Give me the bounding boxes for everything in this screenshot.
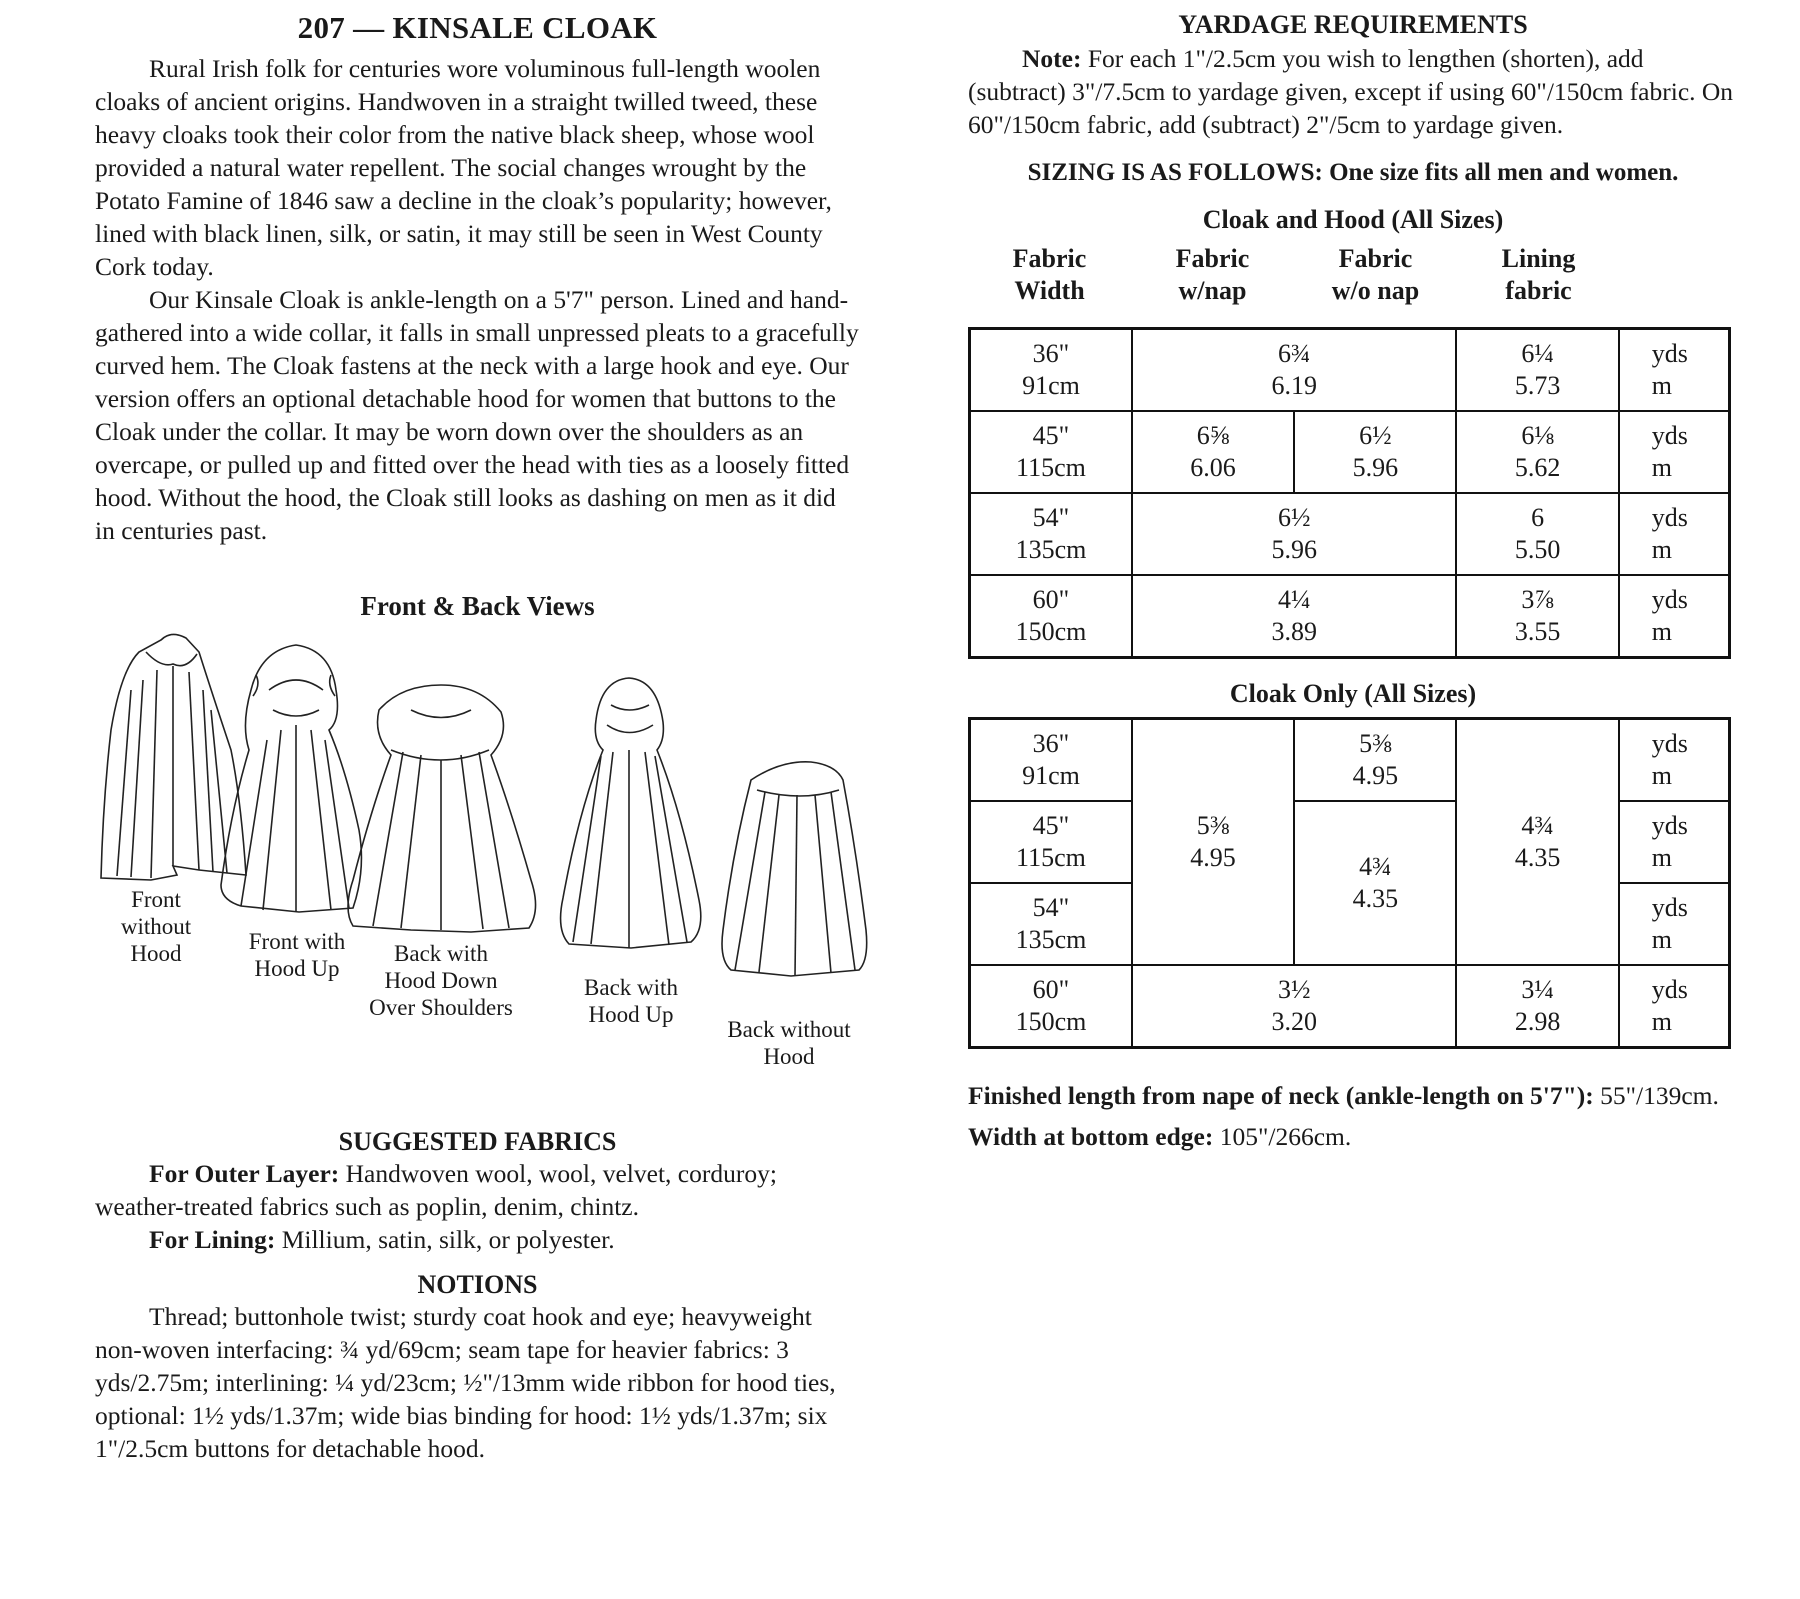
sizing-line: SIZING IS AS FOLLOWS: One size fits all men and women. (1027, 159, 1679, 186)
cell-fabric-nap: 6⅝ 6.06 (1132, 411, 1294, 493)
cell-width: 45" 115cm (970, 411, 1132, 493)
cell-units: yds m (1619, 493, 1730, 575)
cell-width: 54" 135cm (970, 493, 1132, 575)
cloak-illustrations (91, 630, 871, 1105)
cell-fabric-both: 4¼ 3.89 (1132, 575, 1457, 658)
fabrics-outer: For Outer Layer: Handwoven wool, wool, velvet, corduroy; weather-treated fabrics such as poplin, denim, chintz. (95, 1159, 777, 1221)
notions-text: Thread; buttonhole twist; sturdy coat hook and eye; heavyweight non-woven interfacing: ¾ yd/69cm; seam tape for heavier fabrics: 3 yds/2.75m; interlining: ¼ yd/23cm; ½"/13mm wide ribbon for hood ties, optional: 1½ yds/1.37m; wide bias binding for hood: 1½ yds/1.37m; six 1"/2.5cm buttons for detachable hood. (95, 1302, 836, 1463)
cell-width: 36" 91cm (970, 329, 1132, 412)
table-cloak-and-hood (968, 327, 1731, 659)
intro-paragraph-1: Rural Irish folk for centuries wore voluminous full-length woolen cloaks of ancient origins. Handwoven in a straight twilled tweed, these heavy cloaks took their color from the native black sheep, whose wool provided a natural water repellent. The social changes wrought by the Potato Famine of 1846 saw a decline in the cloak’s popularity; however, lined with black linen, silk, or satin, it may still be seen in West County Cork today. (95, 54, 832, 281)
cloak-front-without-hood-drawing (101, 634, 246, 880)
cell-units: yds m (1619, 965, 1730, 1048)
table1-title: Cloak and Hood (All Sizes) (1202, 205, 1504, 234)
yardage-title: YARDAGE REQUIREMENTS (1178, 10, 1528, 39)
header-fabric-nap: Fabric w/nap (1175, 244, 1250, 305)
left-column (95, 10, 860, 1465)
cell-width: 54" 135cm (970, 883, 1132, 965)
cell-fabric-both: 6½ 5.96 (1132, 493, 1457, 575)
cloak-back-hood-down-drawing (348, 685, 536, 932)
bottom-width: Width at bottom edge: 105"/266cm. (968, 1122, 1352, 1151)
page-title: 207 — KINSALE CLOAK (297, 10, 658, 45)
caption-front-without-hood: Front without Hood (120, 887, 192, 966)
caption-back-hood-up: Back with Hood Up (584, 975, 678, 1027)
table-cloak-only (968, 717, 1731, 1049)
cell-lining-merged: 4¾ 4.35 (1456, 719, 1618, 966)
cell-units: yds m (1619, 719, 1730, 802)
cloak-back-without-hood-drawing (722, 762, 867, 976)
caption-front-hood-up: Front with Hood Up (248, 929, 346, 981)
cell-lining: 3¼ 2.98 (1456, 965, 1618, 1048)
cell-lining: 6¼ 5.73 (1456, 329, 1618, 412)
cell-units: yds m (1619, 329, 1730, 412)
table-row (970, 493, 1730, 575)
cell-units: yds m (1619, 411, 1730, 493)
cell-units: yds m (1619, 575, 1730, 658)
right-column (968, 10, 1738, 1153)
cell-fabric-wo-nap-merged: 4¾ 4.35 (1294, 801, 1456, 965)
cell-units: yds m (1619, 883, 1730, 965)
fabrics-title: SUGGESTED FABRICS (338, 1127, 617, 1156)
fabrics-lining: For Lining: Millium, satin, silk, or polyester. (149, 1225, 615, 1254)
cell-width: 36" 91cm (970, 719, 1132, 802)
cell-width: 60" 150cm (970, 575, 1132, 658)
yardage-note: Note: For each 1"/2.5cm you wish to lengthen (shorten), add (subtract) 3"/7.5cm to yardage given, except if using 60"/150cm fabric. On 60"/150cm fabric, add (subtract) 2"/5cm to yardage given. (968, 44, 1734, 139)
views-title: Front & Back Views (360, 591, 595, 621)
cell-fabric-wo-nap: 5⅜ 4.95 (1294, 719, 1456, 802)
cell-units: yds m (1619, 801, 1730, 883)
cell-fabric-wo-nap: 6½ 5.96 (1294, 411, 1456, 493)
intro-paragraph-2: Our Kinsale Cloak is ankle-length on a 5'7" person. Lined and hand-gathered into a wide collar, it falls in small unpressed pleats to a gracefully curved hem. The Cloak fastens at the neck with a large hook and eye. Our version offers an optional detachable hood for women that buttons to the Cloak under the collar. It may be worn down over the shoulders as an overcape, or pulled up and fitted over the head with ties as a loosely fitted hood. Without the hood, the Cloak still looks as dashing on men as it did in centuries past. (95, 285, 859, 545)
cell-width: 60" 150cm (970, 965, 1132, 1048)
cloak-back-hood-up-drawing (561, 678, 701, 948)
table-row (970, 329, 1730, 412)
table-row (970, 719, 1730, 802)
cell-fabric-both: 3½ 3.20 (1132, 965, 1457, 1048)
caption-back-hood-down: Back with Hood Down Over Shoulders (369, 941, 513, 1020)
header-fabric-wo-nap: Fabric w/o nap (1331, 244, 1420, 305)
cell-fabric-nap-merged: 5⅜ 4.95 (1132, 719, 1294, 966)
table-row (970, 965, 1730, 1048)
column-headers (968, 243, 1738, 327)
header-fabric-width: Fabric Width (1012, 244, 1087, 305)
cell-width: 45" 115cm (970, 801, 1132, 883)
finished-length: Finished length from nape of neck (ankle-length on 5'7"): 55"/139cm. (968, 1081, 1719, 1110)
header-lining: Lining fabric (1501, 244, 1576, 305)
notions-title: NOTIONS (417, 1270, 538, 1299)
cell-lining: 6⅛ 5.62 (1456, 411, 1618, 493)
cloak-front-hood-up-drawing (221, 645, 361, 912)
cell-lining: 6 5.50 (1456, 493, 1618, 575)
caption-back-without-hood: Back without Hood (727, 1017, 851, 1069)
table2-title: Cloak Only (All Sizes) (1229, 679, 1477, 708)
cell-lining: 3⅞ 3.55 (1456, 575, 1618, 658)
table-row (970, 575, 1730, 658)
cell-fabric-both: 6¾ 6.19 (1132, 329, 1457, 412)
table-row (970, 411, 1730, 493)
